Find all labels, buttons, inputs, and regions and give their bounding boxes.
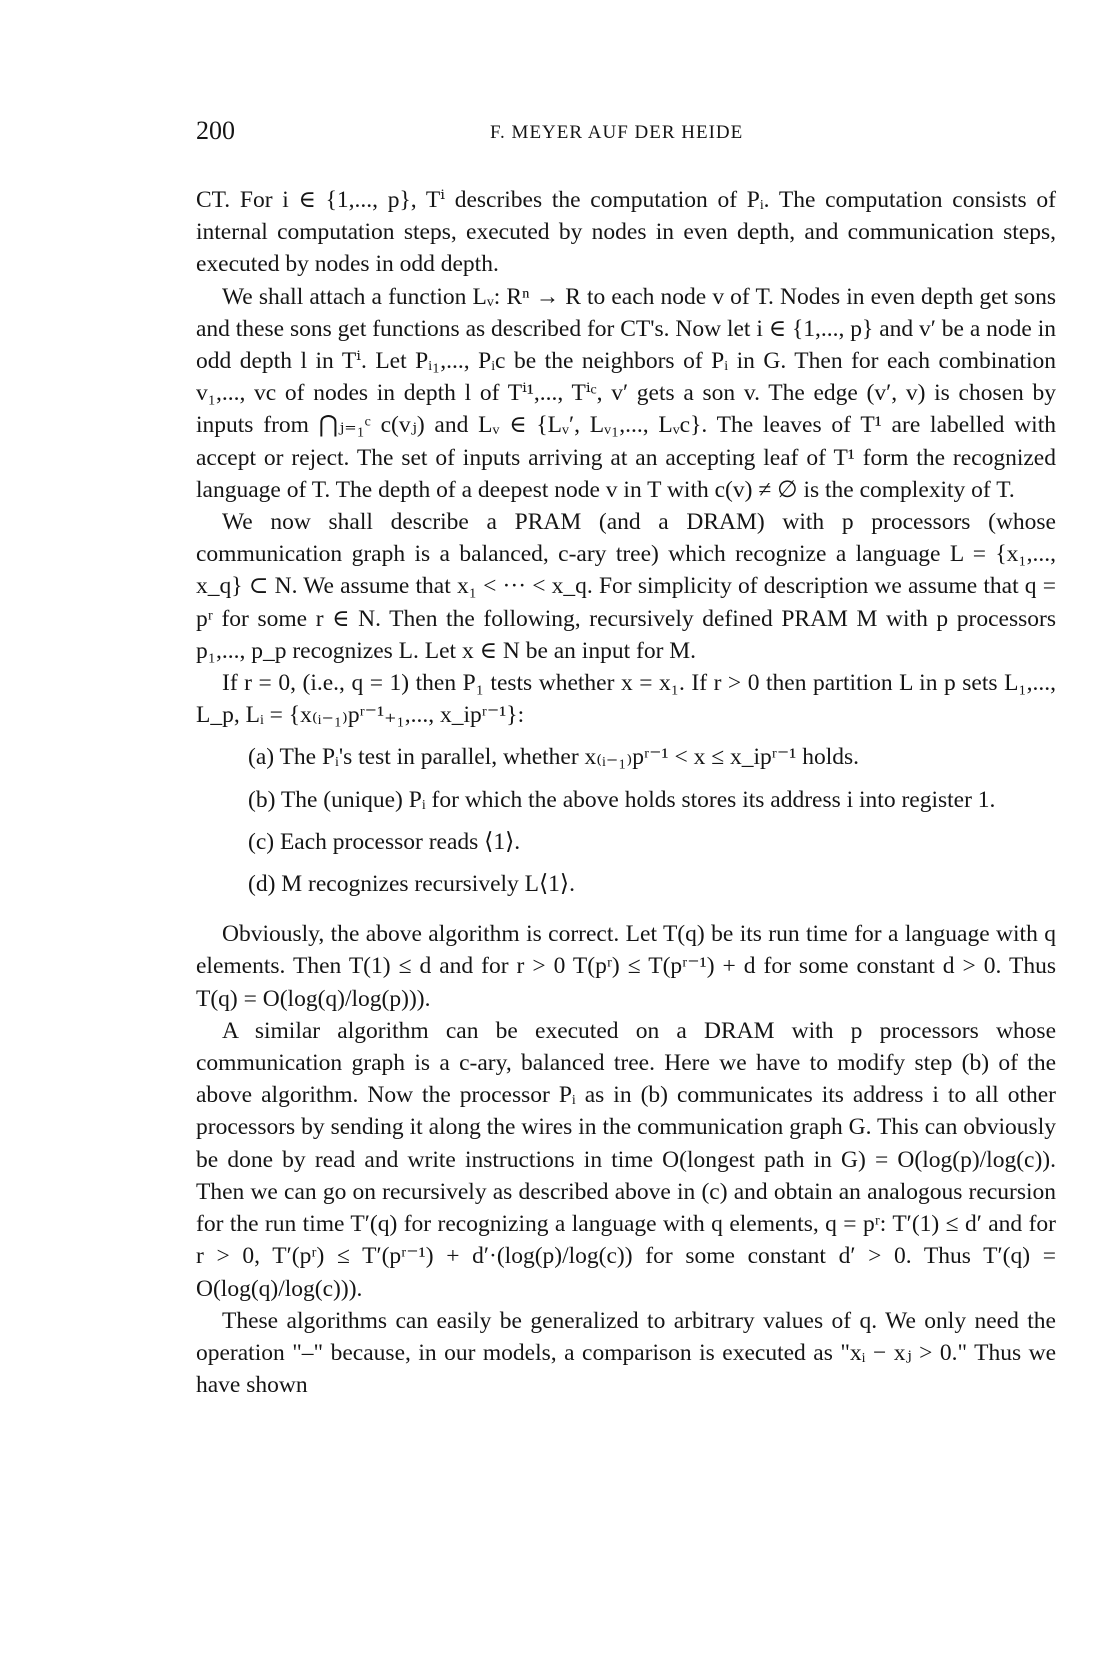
page-number: 200 xyxy=(196,116,235,145)
paragraph-dram-algorithm: A similar algorithm can be executed on a DRAM with p processors whose communication graph is a c-ary, balanced tree. Here we have to modify step (b) of the above algorithm. Now the processor Pᵢ as in (b) communicates its address i to all other processors by sending it along the wires in the communication graph G. This can obviously be done by read and write instructions in time O(longest path in G) = O(log(p)/log(c)). Then we can go on recursively as described above in (c) and obtain an analogous recursion for the run time T′(q) for recognizing a language with q elements, q = pʳ: T′(1) ≤ d′ and for r > 0, T′(pʳ) ≤ T′(pʳ⁻¹) + d′·(log(p)/log(c)) for some constant d′ > 0. Thus T′(q) = O(log(q)/log(c))). xyxy=(196,1017,1056,1302)
paragraph-correctness: Obviously, the above algorithm is correct. Let T(q) be its run time for a language with q elements. Then T(1) ≤ d and for r > 0 T(pʳ) ≤ T(pʳ⁻¹) + d for some constant d > 0. Thus T(q) = O(log(q)/log(p))). xyxy=(196,921,1056,1012)
page-header xyxy=(196,116,1056,156)
paragraph-generalization: These algorithms can easily be generalized to arbitrary values of q. We only need the operation "–" because, in our models, a comparison is executed as "xᵢ − xⱼ > 0." Thus we have shown xyxy=(196,1307,1056,1399)
paragraph-ct-computation: CT. For i ∈ {1,..., p}, Tⁱ describes the computation of Pᵢ. The computation consists of internal computation steps, executed by nodes in even depth, and communication steps, executed by nodes in odd depth. xyxy=(196,187,1056,278)
algorithm-step-d: (d) M recognizes recursively L⟨1⟩. xyxy=(248,871,575,898)
algorithm-step-c: (c) Each processor reads ⟨1⟩. xyxy=(248,828,521,855)
paragraph-partition: If r = 0, (i.e., q = 1) then P₁ tests whether x = x₁. If r > 0 then partition L in p sets L₁,..., L_p, Lᵢ = {x₍ᵢ₋₁₎pʳ⁻¹₊₁,..., x_ipʳ⁻¹}: xyxy=(196,670,1056,729)
paragraph-pram-description: We now shall describe a PRAM (and a DRAM) with p processors (whose communication graph is a balanced, c-ary tree) which recognize a language L = {x₁,..., x_q} ⊂ N. We assume that x₁ < ··· < x_q. For simplicity of description we assume that q = pʳ for some r ∈ N. Then the following, recursively defined PRAM M with p processors p₁,..., p_p recognizes L. Let x ∈ N be an input for M. xyxy=(196,509,1056,664)
running-title: F. MEYER AUF DER HEIDE xyxy=(490,122,744,143)
paragraph-function-attachment: We shall attach a function Lᵥ: Rⁿ → R to each node v of T. Nodes in even depth get sons and these sons get functions as described for CT's. Now let i ∈ {1,..., p} and v′ be a node in odd depth l in Tⁱ. Let Pᵢ₁,..., Pᵢc be the neighbors of Pᵢ in G. Then for each combination v₁,..., vc of nodes in depth l of Tⁱ¹,..., Tⁱᶜ, v′ gets a son v. The edge (v′, v) is chosen by inputs from ⋂ⱼ₌₁ᶜ c(vⱼ) and Lᵥ ∈ {Lᵥ′, Lᵥ₁,..., Lᵥc}. The leaves of T¹ are labelled with accept or reject. The set of inputs arriving at an accepting leaf of T¹ form the recognized language of T. The depth of a deepest node v in T with c(v) ≠ ∅ is the complexity of T. xyxy=(196,283,1056,503)
body-text xyxy=(196,184,1056,1401)
algorithm-step-b: (b) The (unique) Pᵢ for which the above holds stores its address i into register 1. xyxy=(248,786,996,813)
algorithm-step-a: (a) The Pᵢ's test in parallel, whether x₍ᵢ₋₁₎pʳ⁻¹ < x ≤ x_ipʳ⁻¹ holds. xyxy=(248,744,859,771)
